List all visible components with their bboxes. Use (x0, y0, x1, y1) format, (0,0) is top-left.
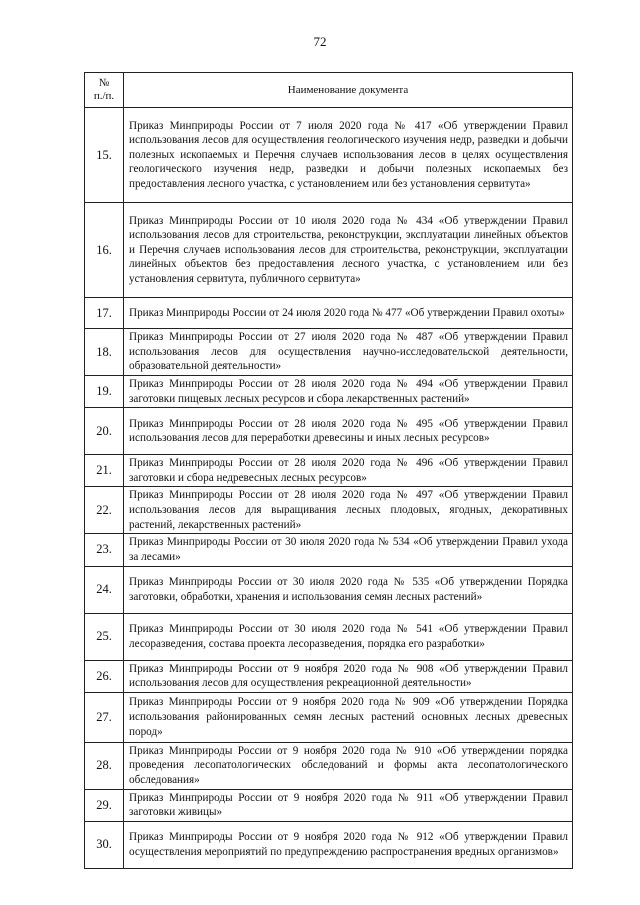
row-document-name: Приказ Минприроды России от 9 ноября 2020 года № 909 «Об утверждении Порядка использования районированных семян лесных растений основных лесных древесных пород» (124, 692, 573, 742)
row-document-name: Приказ Минприроды России от 9 ноября 2020 года № 911 «Об утверждении Правил заготовки живицы» (124, 789, 573, 821)
row-document-name: Приказ Минприроды России от 28 июля 2020 года № 496 «Об утверждении Правил заготовки и сбора недревесных лесных ресурсов» (124, 455, 573, 487)
header-number: № п./п. (85, 73, 124, 108)
row-document-name: Приказ Минприроды России от 9 ноября 2020 года № 912 «Об утверждении Правил осуществления мероприятий по предупреждению распространения вредных организмов» (124, 821, 573, 868)
header-document-name: Наименование документа (124, 73, 573, 108)
row-number: 28. (85, 742, 124, 789)
row-number: 15. (85, 108, 124, 203)
table-row (85, 692, 573, 742)
table-row (85, 487, 573, 534)
table-row (85, 455, 573, 487)
table-row (85, 534, 573, 566)
row-document-name: Приказ Минприроды России от 7 июля 2020 года № 417 «Об утверждении Правил использования лесов для осуществления геологического изучения недр, разведки и добычи полезных ископаемых и Перечня случаев использования лесов в целях осуществления геологического изучения недр, разведки и добычи полезных ископаемых без предоставления лесного участка, с установлением или без установления сервитута» (124, 108, 573, 203)
row-document-name: Приказ Минприроды России от 30 июля 2020 года № 535 «Об утверждении Порядка заготовки, обработки, хранения и использования семян лесных растений» (124, 566, 573, 613)
documents-table (84, 72, 573, 869)
table-row (85, 660, 573, 692)
row-number: 17. (85, 298, 124, 329)
row-number: 29. (85, 789, 124, 821)
row-number: 20. (85, 408, 124, 455)
table-row (85, 329, 573, 376)
row-number: 23. (85, 534, 124, 566)
table-row (85, 376, 573, 408)
page-number: 72 (313, 34, 327, 49)
table-row (85, 566, 573, 613)
row-document-name: Приказ Минприроды России от 28 июля 2020 года № 495 «Об утверждении Правил использования лесов для переработки древесины и иных лесных ресурсов» (124, 408, 573, 455)
row-number: 25. (85, 613, 124, 660)
row-document-name: Приказ Минприроды России от 9 ноября 2020 года № 910 «Об утверждении порядка проведения лесопатологических обследований и формы акта лесопатологического обследования» (124, 742, 573, 789)
row-document-name: Приказ Минприроды России от 10 июля 2020 года № 434 «Об утверждении Правил использования лесов для строительства, реконструкции, эксплуатации линейных объектов и Перечня случаев использования лесов для строительства, реконструкции, эксплуатации линейных объектов без предоставления лесного участка, с установлением или без установления сервитута, публичного сервитута» (124, 203, 573, 298)
row-document-name: Приказ Минприроды России от 28 июля 2020 года № 497 «Об утверждении Правил использования лесов для выращивания лесных плодовых, ягодных, декоративных растений, лекарственных растений» (124, 487, 573, 534)
row-number: 16. (85, 203, 124, 298)
row-number: 30. (85, 821, 124, 868)
row-number: 26. (85, 660, 124, 692)
row-number: 18. (85, 329, 124, 376)
table-header-row (85, 73, 573, 108)
table-row (85, 742, 573, 789)
table-row (85, 203, 573, 298)
table-row (85, 298, 573, 329)
row-document-name: Приказ Минприроды России от 27 июля 2020 года № 487 «Об утверждении Правил использования лесов для осуществления научно-исследовательской деятельности, образовательной деятельности» (124, 329, 573, 376)
table-row (85, 789, 573, 821)
row-document-name: Приказ Минприроды России от 30 июля 2020 года № 541 «Об утверждении Правил лесоразведения, состава проекта лесоразведения, порядка его разработки» (124, 613, 573, 660)
row-document-name: Приказ Минприроды России от 30 июля 2020 года № 534 «Об утверждении Правил ухода за лесами» (124, 534, 573, 566)
row-number: 24. (85, 566, 124, 613)
row-document-name: Приказ Минприроды России от 9 ноября 2020 года № 908 «Об утверждении Правил использования лесов для осуществления рекреационной деятельности» (124, 660, 573, 692)
table-row (85, 613, 573, 660)
row-document-name: Приказ Минприроды России от 24 июля 2020 года № 477 «Об утверждении Правил охоты» (124, 298, 573, 329)
row-number: 21. (85, 455, 124, 487)
table-row (85, 408, 573, 455)
row-document-name: Приказ Минприроды России от 28 июля 2020 года № 494 «Об утверждении Правил заготовки пищевых лесных ресурсов и сбора лекарственных растений» (124, 376, 573, 408)
table-row (85, 108, 573, 203)
row-number: 19. (85, 376, 124, 408)
table-row (85, 821, 573, 868)
row-number: 22. (85, 487, 124, 534)
row-number: 27. (85, 692, 124, 742)
